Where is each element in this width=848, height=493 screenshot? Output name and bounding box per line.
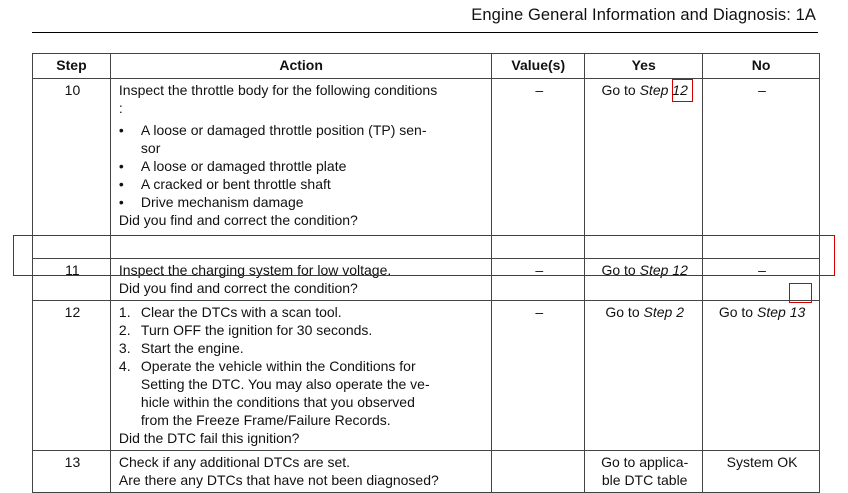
list-item: Operate the vehicle within the Conditions for Setting the DTC. You may also operate the ve- hicle within the conditions that you observed from the Freeze Frame/Failure Records. [140,358,430,428]
value-cell [492,451,585,493]
column-header-yes: Yes [585,54,703,79]
no-cell [703,301,820,451]
table-row-step-10 [33,79,820,259]
value-cell: – [492,79,585,259]
step-number: 13 [33,451,111,493]
table-row-step-12 [33,301,820,451]
no-cell: – [703,259,820,301]
no-cell: – [703,79,820,259]
step-number: 12 [33,301,111,451]
action-intro-tail: : [118,100,123,116]
action-question: Did you find and correct the condition? [118,212,358,228]
column-header-values: Value(s) [492,54,585,79]
action-cell [110,301,491,451]
action-question: Did you find and correct the condition? [118,280,358,296]
page-title: Engine General Information and Diagnosis: 1A [471,6,816,24]
yes-goto-text: Go to [601,82,636,98]
step-number: 11 [33,259,111,301]
column-header-action: Action [110,54,491,79]
action-cell [110,259,491,301]
table-row-step-13 [33,451,820,493]
yes-cell [585,259,703,301]
table-header-row [33,54,820,79]
list-item: • A cracked or bent throttle shaft [119,175,485,193]
diagnostic-table [32,53,820,493]
header-rule [32,32,818,33]
list-item: Start the engine. [140,340,244,356]
no-goto-text: Go to [718,304,754,320]
list-item: Clear the DTCs with a scan tool. [140,304,342,320]
no-cell: System OK [703,451,820,493]
action-cell [110,451,491,493]
list-item: • Drive mechanism damage [119,193,485,211]
list-item: Turn OFF the ignition for 30 seconds. [140,322,373,338]
yes-step-link[interactable]: Step 2 [643,304,684,320]
yes-cell[interactable]: Go to applica- ble DTC table [585,451,703,493]
condition-list [119,121,485,211]
step-number: 10 [33,79,111,259]
no-step-number[interactable]: 13 [789,304,806,320]
column-header-no: No [703,54,820,79]
table-row-step-11 [33,259,820,301]
yes-goto-text: Go to [605,304,640,320]
column-header-step: Step [33,54,111,79]
list-item: • A loose or damaged throttle position (TP) sen- sor [119,121,485,157]
yes-step-link[interactable]: Step [639,82,669,98]
list-item: • A loose or damaged throttle plate [119,157,485,175]
yes-cell [585,79,703,259]
yes-cell [585,301,703,451]
action-line: Inspect the charging system for low voltage. [118,262,392,278]
value-cell: – [492,259,585,301]
procedure-list [119,303,485,429]
action-line: Check if any additional DTCs are set. [118,454,351,470]
value-cell: – [492,301,585,451]
action-question: Did the DTC fail this ignition? [118,430,300,446]
yes-step-number[interactable]: 12 [672,82,688,98]
action-question: Are there any DTCs that have not been diagnosed? [118,472,439,488]
yes-goto-text: Go to [601,262,636,278]
no-step-link[interactable]: Step [756,304,786,320]
yes-step-link[interactable]: Step 12 [639,262,688,278]
action-intro: Inspect the throttle body for the following conditions [118,82,438,98]
action-cell [110,79,491,259]
